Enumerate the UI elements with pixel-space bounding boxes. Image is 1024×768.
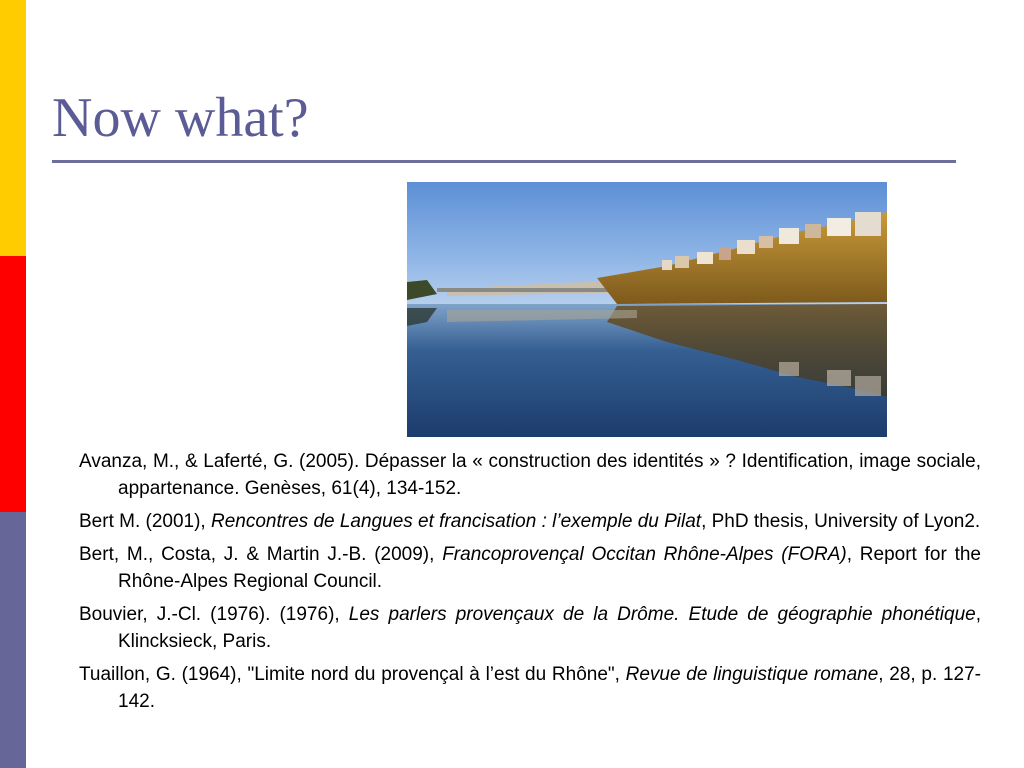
reference-text: , 28, p. 127-142. (118, 664, 981, 712)
slide-title: Now what? (52, 87, 309, 149)
references-list (79, 448, 981, 721)
accent-bar-red (0, 256, 26, 512)
reference-item (79, 541, 981, 595)
reference-title: Rencontres de Langues et francisation : l’exemple du Pilat (211, 511, 702, 532)
reference-item (79, 448, 981, 502)
accent-bar-blue (0, 512, 26, 768)
title-underline (52, 160, 956, 163)
reference-text: Bert, M., Costa, J. & Martin J.-B. (2009), (79, 544, 443, 565)
reference-text: Bouvier, J.-Cl. (1976). (1976), (79, 604, 349, 625)
river-city-photo (407, 182, 887, 437)
reference-text: , PhD thesis, University of Lyon2. (701, 511, 981, 532)
reference-text: Avanza, M., & Laferté, G. (2005). Dépasser la « construction des identités » ? Identification, image sociale, appartenance. Genèses, 61(4), 134-152. (79, 451, 981, 499)
reference-title: Les parlers provençaux de la Drôme. Etude de géographie phonétique (348, 604, 976, 625)
reference-item (79, 601, 981, 655)
reference-item (79, 508, 981, 535)
reference-item (79, 661, 981, 715)
reference-text: , Report for the Rhône-Alpes Regional Council. (118, 544, 981, 592)
reference-text: , Klincksieck, Paris. (118, 604, 982, 652)
reference-title: Francoprovençal Occitan Rhône-Alpes (FORA) (442, 544, 847, 565)
accent-bar-yellow (0, 0, 26, 256)
reference-text: Bert M. (2001), (79, 511, 211, 532)
reference-title: Revue de linguistique romane (625, 664, 879, 685)
reference-text: Tuaillon, G. (1964), "Limite nord du provençal à l’est du Rhône", (79, 664, 626, 685)
